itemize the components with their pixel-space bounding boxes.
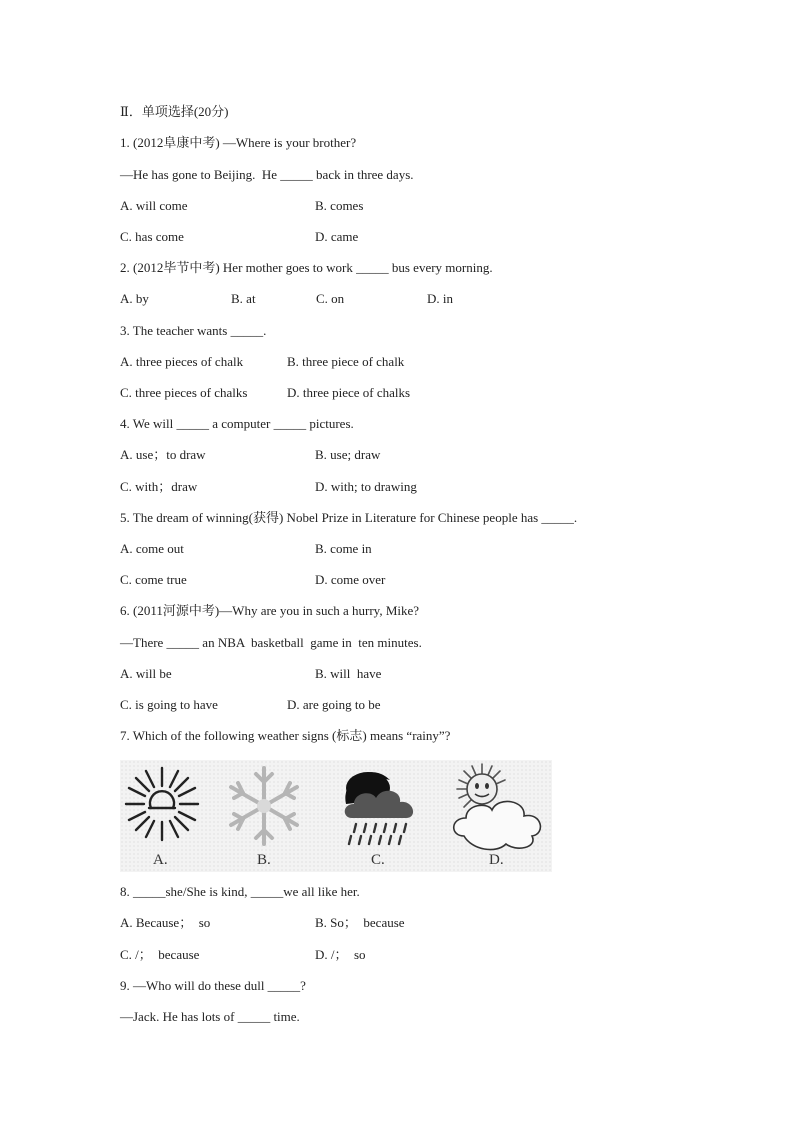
question-8-option-b[interactable]: B. So； because xyxy=(315,915,405,930)
question-5-option-a[interactable]: A. come out xyxy=(120,541,184,556)
question-5-option-d[interactable]: D. come over xyxy=(315,572,386,587)
question-3-option-b[interactable]: B. three piece of chalk xyxy=(287,354,405,369)
question-6-stem: 6. (2011河源中考)—Why are you in such a hurry, Mike? xyxy=(120,603,420,618)
sun-behind-cloud-icon xyxy=(442,762,552,854)
question-8-option-a[interactable]: A. Because； so xyxy=(120,915,211,930)
question-2-option-a[interactable]: A. by xyxy=(120,291,149,306)
question-4-stem: 4. We will _____ a computer _____ pictures. xyxy=(120,416,354,431)
question-4-option-c[interactable]: C. with；draw xyxy=(120,479,198,494)
question-9-stem: 9. —Who will do these dull _____? xyxy=(120,978,306,993)
question-6-option-a[interactable]: A. will be xyxy=(120,666,172,681)
question-6-option-c[interactable]: C. is going to have xyxy=(120,697,218,712)
question-2-option-c[interactable]: C. on xyxy=(316,291,345,306)
image-label-b: B. xyxy=(257,852,271,868)
question-3-option-c[interactable]: C. three pieces of chalks xyxy=(120,385,248,400)
rain-cloud-icon xyxy=(338,766,422,850)
image-label-c: C. xyxy=(371,852,385,868)
question-3-stem: 3. The teacher wants _____. xyxy=(120,323,267,338)
sun-icon xyxy=(122,764,202,844)
question-2-option-d[interactable]: D. in xyxy=(427,291,453,306)
question-1-option-a[interactable]: A. will come xyxy=(120,198,188,213)
question-9-stem-line2: —Jack. He has lots of _____ time. xyxy=(120,1009,300,1024)
section-title: Ⅱ．单项选择(20分) xyxy=(120,104,229,119)
question-1-stem-line2: —He has gone to Beijing. He _____ back in three days. xyxy=(120,167,414,182)
question-8-stem: 8. _____she/She is kind, _____we all like her. xyxy=(120,884,360,899)
weather-signs-figure xyxy=(120,760,552,872)
question-6-option-d[interactable]: D. are going to be xyxy=(287,697,381,712)
question-1-stem: 1. (2012阜康中考) —Where is your brother? xyxy=(120,135,357,150)
question-1-option-c[interactable]: C. has come xyxy=(120,229,184,244)
question-5-stem: 5. The dream of winning(获得) Nobel Prize in Literature for Chinese people has _____. xyxy=(120,510,578,525)
question-8-option-c[interactable]: C. /； because xyxy=(120,947,200,962)
question-4-option-a[interactable]: A. use；to draw xyxy=(120,447,206,462)
question-5-option-c[interactable]: C. come true xyxy=(120,572,187,587)
question-1-option-d[interactable]: D. came xyxy=(315,229,359,244)
question-1-option-b[interactable]: B. comes xyxy=(315,198,364,213)
question-7-stem: 7. Which of the following weather signs (标志) means “rainy”? xyxy=(120,728,451,743)
question-5-option-b[interactable]: B. come in xyxy=(315,541,372,556)
question-4-option-d[interactable]: D. with; to drawing xyxy=(315,479,417,494)
question-6-stem-line2: —There _____ an NBA basketball game in ten minutes. xyxy=(120,635,422,650)
question-2-stem: 2. (2012毕节中考) Her mother goes to work _____ bus every morning. xyxy=(120,260,493,275)
image-label-a: A. xyxy=(153,852,168,868)
image-label-d: D. xyxy=(489,852,504,868)
question-3-option-d[interactable]: D. three piece of chalks xyxy=(287,385,411,400)
snowflake-icon xyxy=(224,764,304,848)
question-4-option-b[interactable]: B. use; draw xyxy=(315,447,381,462)
question-6-option-b[interactable]: B. will have xyxy=(315,666,382,681)
question-3-option-a[interactable]: A. three pieces of chalk xyxy=(120,354,244,369)
question-2-option-b[interactable]: B. at xyxy=(231,291,256,306)
question-8-option-d[interactable]: D. /； so xyxy=(315,947,366,962)
